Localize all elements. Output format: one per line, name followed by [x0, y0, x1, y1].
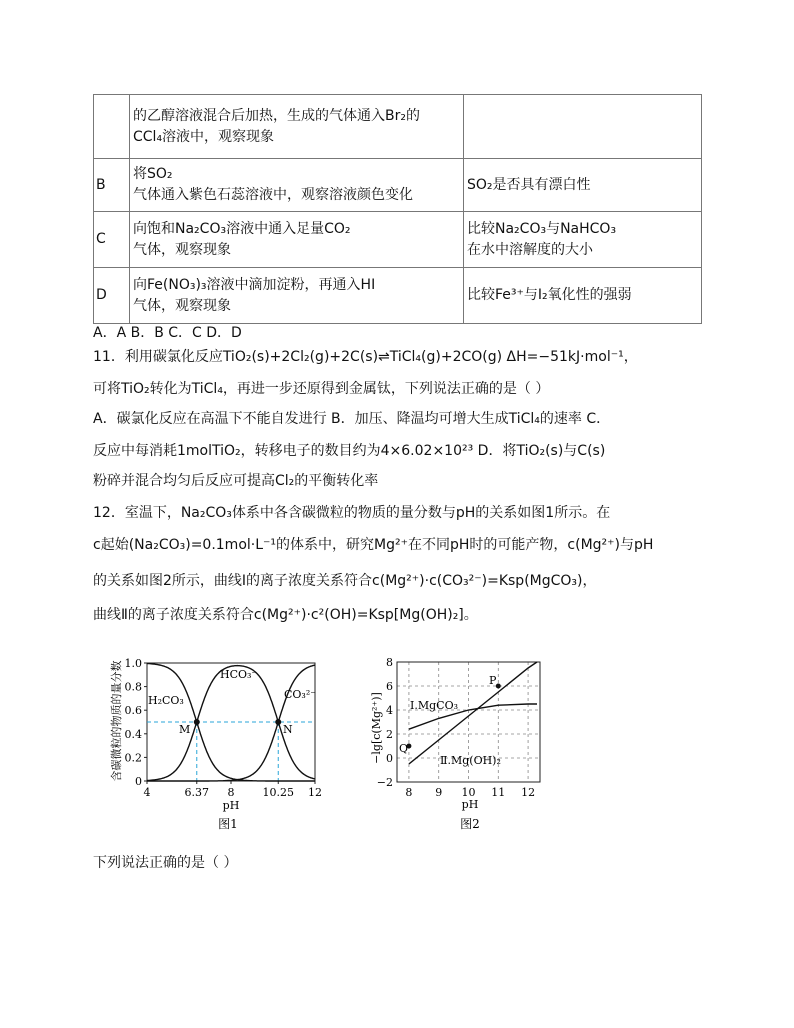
q11-line-1: 11．利用碳氯化反应TiO₂(s)+2Cl₂(g)+2C(s)⇌TiCl₄(g)+2CO(g) ΔH=−51kJ·mol⁻¹，	[93, 349, 638, 365]
fig2-label-q: Q	[399, 742, 409, 755]
fig2-ytick-label: −2	[376, 776, 393, 789]
q12-line-4: 曲线Ⅱ的离子浓度关系符合c(Mg²⁺)·c²(OH)=Ksp[Mg(OH)₂]。	[93, 607, 478, 623]
fig2-xtick-label: 10	[461, 786, 476, 799]
row-operation: 向Fe(NO₃)₃溶液中滴加淀粉，再通入HI 气体，观察现象	[130, 268, 464, 324]
row-label: D	[94, 268, 130, 324]
fig2-ytick-label: 6	[386, 680, 393, 693]
fig1-label-h2co3: H₂CO₃	[148, 694, 184, 707]
row-operation: 向饱和Na₂CO₃溶液中通入足量CO₂ 气体，观察现象	[130, 212, 464, 268]
q12-line-3: 的关系如图2所示，曲线Ⅰ的离子浓度关系符合c(Mg²⁺)·c(CO₃²⁻)=Ksp(MgCO₃)，	[93, 573, 597, 589]
q11-line-5: 粉碎并混合均匀后反应可提高Cl₂的平衡转化率	[93, 473, 379, 489]
fig1-label-m: M	[179, 723, 191, 736]
q10-options: A．A B．B C．C D．D	[93, 325, 242, 341]
fig1-label-co3: CO₃²⁻	[284, 688, 317, 701]
options-table	[93, 94, 702, 324]
fig1-point-n	[275, 719, 281, 725]
figure-1	[100, 648, 340, 838]
fig2-xtick-label: 9	[435, 786, 443, 799]
row-purpose: 比较Na₂CO₃与NaHCO₃ 在水中溶解度的大小	[464, 212, 702, 268]
fig1-xtick-label: 4	[143, 786, 151, 799]
fig1-xtick-label: 6.37	[184, 786, 210, 799]
fig1-caption: 图1	[218, 817, 238, 831]
fig1-xtick-label: 8	[227, 786, 235, 799]
fig2-label-p: P	[489, 674, 497, 687]
fig2-xtick-label: 12	[521, 786, 536, 799]
fig1-ytick-label: 1.0	[124, 657, 142, 670]
row-operation: 的乙醇溶液混合后加热，生成的气体通入Br₂的 CCl₄溶液中，观察现象	[130, 95, 464, 159]
row-operation: 将SO₂ 气体通入紫色石蕊溶液中，观察溶液颜色变化	[130, 159, 464, 212]
fig1-label-n: N	[283, 723, 293, 736]
table-row	[94, 95, 702, 159]
fig1-label-hco3: HCO₃⁻	[220, 668, 258, 681]
fig1-xtick-label: 12	[308, 786, 322, 799]
fig1-ytick-label: 0.8	[124, 680, 142, 694]
row-purpose: SO₂是否具有漂白性	[464, 159, 702, 212]
q12-line-2: c起始(Na₂CO₃)=0.1mol·L⁻¹的体系中，研究Mg²⁺在不同pH时的可能产物，c(Mg²⁺)与pH	[93, 537, 654, 553]
fig2-ytick-label: 0	[386, 752, 393, 765]
row-label	[94, 95, 130, 159]
table-row	[94, 212, 702, 268]
q11-line-2: 可将TiO₂转化为TiCl₄，再进一步还原得到金属钛，下列说法正确的是（ ）	[93, 381, 550, 397]
fig1-ytick-label: 0.4	[124, 727, 142, 741]
fig2-point-p	[496, 684, 501, 689]
fig1-point-m	[194, 719, 200, 725]
fig1-ytick-label: 0.2	[124, 751, 142, 765]
fig1-ylabel: 含碳微粒的物质的量分数	[110, 660, 123, 782]
fig1-xtick-label: 10.25	[262, 786, 294, 799]
row-label: B	[94, 159, 130, 212]
fig2-curve-mgoh2	[409, 662, 537, 764]
row-purpose: 比较Fe³⁺与I₂氧化性的强弱	[464, 268, 702, 324]
fig2-caption: 图2	[460, 817, 480, 831]
fig2-xtick-label: 8	[405, 786, 413, 799]
row-purpose	[464, 95, 702, 159]
fig2-xtick-label: 11	[491, 786, 506, 799]
q11-line-3: A．碳氯化反应在高温下不能自发进行 B．加压、降温均可增大生成TiCl₄的速率 C．	[93, 411, 611, 427]
fig2-ytick-label: 4	[386, 704, 393, 717]
fig1-ytick-label: 0.6	[124, 704, 142, 718]
fig2-ytick-label: 2	[386, 728, 393, 741]
q11-line-4: 反应中每消耗1molTiO₂，转移电子的数目约为4×6.02×10²³ D．将TiO₂(s)与C(s)	[93, 443, 606, 459]
q12-question: 下列说法正确的是（ ）	[93, 855, 238, 871]
table-row	[94, 159, 702, 212]
fig2-xlabel: pH	[461, 798, 479, 811]
fig2-ylabel: −lg[c(Mg²⁺)]	[370, 692, 383, 764]
fig2-label-mgoh2: Ⅱ.Mg(OH)₂	[440, 754, 501, 767]
row-label: C	[94, 212, 130, 268]
fig1-xlabel: pH	[222, 799, 240, 812]
figure-2	[360, 648, 550, 838]
fig1-ytick-label: 0	[135, 775, 142, 788]
fig2-label-mgco3: Ⅰ.MgCO₃	[410, 699, 458, 712]
q12-line-1: 12．室温下，Na₂CO₃体系中各含碳微粒的物质的量分数与pH的关系如图1所示。在	[93, 505, 611, 521]
table-row	[94, 268, 702, 324]
fig2-ytick-label: 8	[386, 656, 393, 669]
